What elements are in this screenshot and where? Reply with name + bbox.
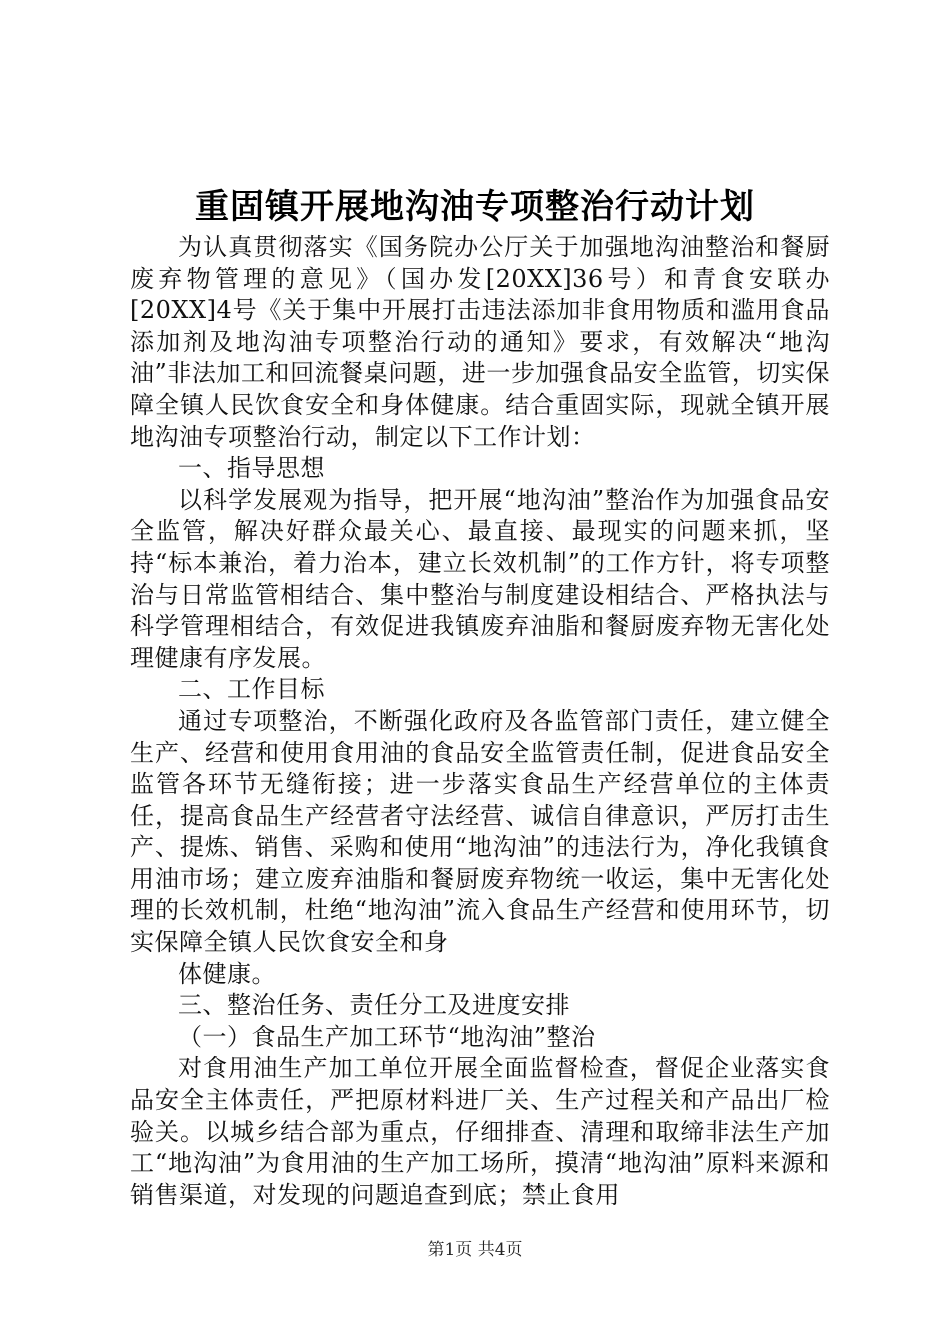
paragraph-work-goals-continued: 体健康。 <box>178 959 276 988</box>
subsection-heading-production: （一）食品生产加工环节“地沟油”整治 <box>178 1022 596 1051</box>
paragraph-guiding-ideology: 以科学发展观为指导，把开展“地沟油”整治作为加强食品安全监管，解决好群众最关心、最直接、最现实的问题来抓，坚持“标本兼治，着力治本，建立长效机制”的工作方针，将专项整治与日常监管相结合、集中整治与制度建设相结合、严格执法与科学管理相结合，有效促进我镇废弃油脂和餐厨废弃物无害化处理健康有序发展。 <box>130 485 830 672</box>
section-heading-guiding-ideology: 一、指导思想 <box>178 454 325 483</box>
document-title: 重固镇开展地沟油专项整治行动计划 <box>195 187 755 227</box>
page-number-footer: 第1页 共4页 <box>427 1240 523 1260</box>
paragraph-work-goals: 通过专项整治，不断强化政府及各监管部门责任，建立健全生产、经营和使用食用油的食品安全监管责任制，促进食品安全监管各环节无缝衔接；进一步落实食品生产经营单位的主体责任，提高食品生产经营者守法经营、诚信自律意识，严厉打击生产、提炼、销售、采购和使用“地沟油”的违法行为，净化我镇食用油市场；建立废弃油脂和餐厨废弃物统一收运，集中无害化处理的长效机制，杜绝“地沟油”流入食品生产经营和使用环节，切实保障全镇人民饮食安全和身 <box>130 706 830 957</box>
section-heading-tasks: 三、整治任务、责任分工及进度安排 <box>178 991 570 1020</box>
section-heading-work-goals: 二、工作目标 <box>178 675 325 704</box>
paragraph-production: 对食用油生产加工单位开展全面监督检查，督促企业落实食品安全主体责任，严把原材料进厂关、生产过程关和产品出厂检验关。以城乡结合部为重点，仔细排查、清理和取缔非法生产加工“地沟油”为食用油的生产加工场所，摸清“地沟油”原料来源和销售渠道，对发现的问题追查到底；禁止食用 <box>130 1054 830 1209</box>
document-body <box>130 232 830 1211</box>
paragraph-intro: 为认真贯彻落实《国务院办公厅关于加强地沟油整治和餐厨废弃物管理的意见》（国办发[20XX]36号）和青食安联办[20XX]4号《关于集中开展打击违法添加非食用物质和滥用食品添加剂及地沟油专项整治行动的通知》要求，有效解决“地沟油”非法加工和回流餐桌问题，进一步加强食品安全监管，切实保障全镇人民饮食安全和身体健康。结合重固实际，现就全镇开展地沟油专项整治行动，制定以下工作计划： <box>130 233 830 451</box>
